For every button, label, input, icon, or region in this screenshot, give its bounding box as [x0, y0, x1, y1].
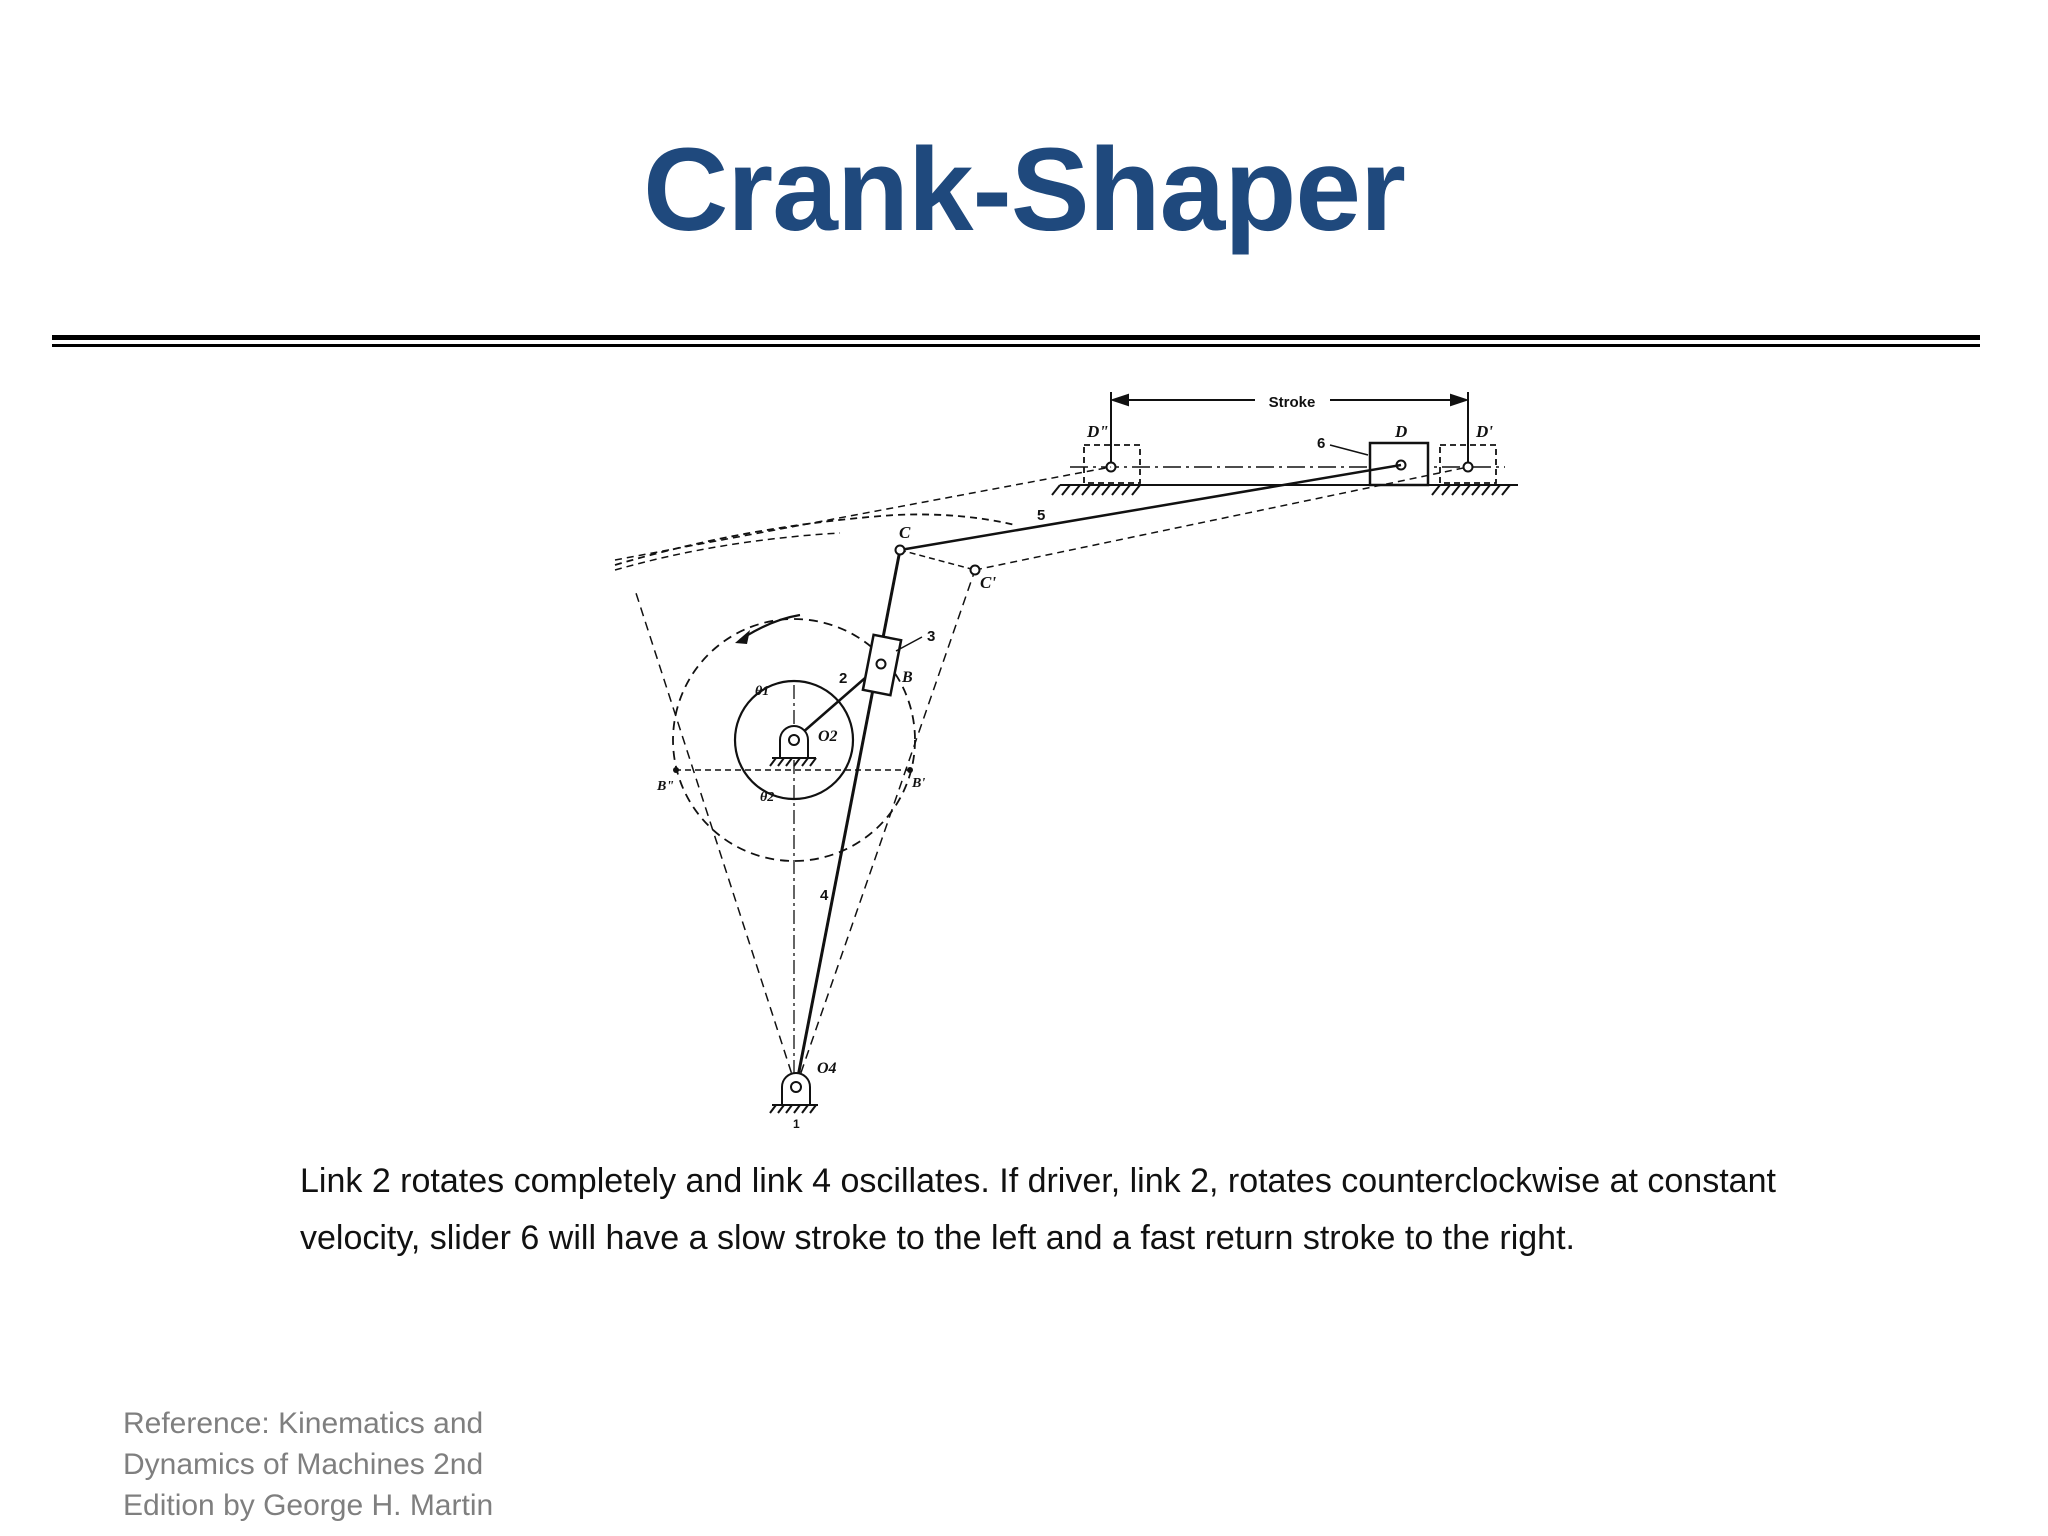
leader-link-6: [1330, 445, 1368, 455]
joint-c: [896, 546, 905, 555]
description-caption: [300, 1153, 1960, 1267]
label-link-4: 4: [820, 887, 829, 904]
label-b-prime: B': [912, 776, 926, 791]
joint-o4: [791, 1082, 801, 1092]
label-link-6: 6: [1317, 435, 1326, 452]
link-4-extreme-left: [635, 590, 796, 1087]
stroke-label: Stroke: [1268, 394, 1316, 411]
point-b-prime: [907, 767, 913, 773]
joint-o2: [789, 735, 799, 745]
label-d-prime: D': [1476, 422, 1493, 441]
link-5: [900, 465, 1401, 550]
caption-line-1: Link 2 rotates completely and link 4 oscillates. If driver, link 2, rotates counterclockwise at constant: [300, 1162, 1776, 1200]
joint-b: [877, 660, 886, 669]
label-link-2: 2: [839, 670, 848, 687]
label-c: C: [899, 523, 911, 542]
label-o4: O4: [817, 1060, 837, 1077]
label-b-double-prime: B": [657, 779, 675, 794]
label-d-double-prime: D": [1087, 422, 1109, 441]
point-b-double-prime: [673, 767, 679, 773]
reference-line-3: Edition by George H. Martin: [123, 1489, 494, 1522]
pivot-o4: [770, 1073, 818, 1113]
label-c-prime: C': [980, 573, 997, 592]
reference-note: [123, 1403, 583, 1526]
label-link-3: 3: [927, 628, 936, 645]
link-4: [796, 550, 900, 1087]
label-d: D: [1395, 422, 1408, 441]
mechanism-drawing: [600, 375, 1535, 1130]
label-o2: O2: [818, 728, 838, 745]
reference-line-1: Reference: Kinematics and: [123, 1407, 484, 1440]
pivot-o2: [770, 726, 816, 766]
label-theta-2: θ2: [760, 790, 775, 805]
slide-title: Crank-Shaper: [643, 124, 1405, 256]
caption-line-2: velocity, slider 6 will have a slow stroke to the left and a fast return stroke to the right.: [300, 1219, 1575, 1257]
rotation-arrowhead: [735, 630, 750, 644]
c-to-c-prime: [900, 550, 975, 570]
label-theta-1: θ1: [755, 684, 770, 699]
joint-c-prime: [971, 566, 980, 575]
title-divider-thick: [52, 335, 1980, 340]
label-b: B: [902, 669, 913, 686]
slider-ground: [1052, 485, 1518, 495]
crank-shaper-diagram: [600, 375, 1535, 1130]
label-link-5: 5: [1037, 507, 1046, 524]
title-divider-thin: [52, 344, 1980, 347]
label-link-1: 1: [793, 1117, 800, 1130]
rotation-arrow: [740, 615, 800, 640]
reference-line-2: Dynamics of Machines 2nd: [123, 1448, 484, 1481]
